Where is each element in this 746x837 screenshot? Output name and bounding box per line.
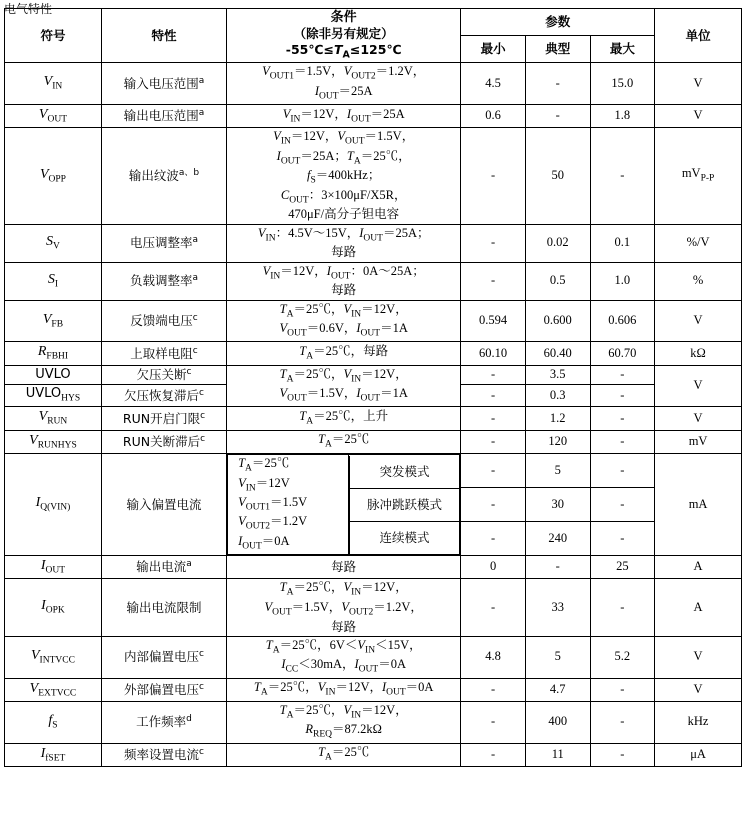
mode-label-continuous: 连续模式	[349, 522, 459, 554]
row-condition: $T_A=25℃$	[227, 430, 461, 453]
row-characteristic: 负载调整率$^a$	[101, 262, 226, 300]
row-max: -	[590, 579, 655, 636]
row-min: 60.10	[461, 342, 526, 365]
page-heading-clipped: 电气特性	[4, 2, 53, 16]
row-symbol: $V_{INTVCC}$	[5, 636, 102, 678]
table-row	[5, 407, 742, 430]
row-min: -	[461, 262, 526, 300]
row-condition: $T_A=25℃$，$V_{IN}=12V$， $R_{REQ}=87.2k\Omega$	[227, 701, 461, 743]
row-max: -	[590, 522, 655, 556]
row-min: 0	[461, 556, 526, 579]
row-condition: $T_A=25℃$，每路	[227, 342, 461, 365]
header-typ: 典型	[525, 36, 590, 63]
row-typ: 60.40	[525, 342, 590, 365]
header-min: 最小	[461, 36, 526, 63]
row-min: -	[461, 488, 526, 522]
row-symbol: $S_I$	[5, 262, 102, 300]
mode-label-burst: 突发模式	[349, 456, 459, 489]
row-typ: 0.600	[525, 300, 590, 342]
row-min: 4.8	[461, 636, 526, 678]
row-max: -	[590, 128, 655, 224]
row-condition: $T_A=25℃$，$V_{IN}=12V$， $V_{OUT}=1.5V$，$V_{OUT2}=1.2V$， 每路	[227, 579, 461, 636]
row-unit: μA	[655, 743, 742, 766]
row-min: -	[461, 407, 526, 430]
row-unit: V	[655, 105, 742, 128]
row-unit: V	[655, 365, 742, 407]
row-typ: 1.2	[525, 407, 590, 430]
row-unit: V	[655, 678, 742, 701]
row-min: 4.5	[461, 63, 526, 105]
row-condition: $V_{IN}=12V$，$I_{OUT}=25A$	[227, 105, 461, 128]
row-characteristic: 欠压恢复滞后$^c$	[101, 384, 226, 406]
row-characteristic: RUN关断滞后$^c$	[101, 430, 226, 453]
row-min: -	[461, 522, 526, 556]
row-condition: $T_A=25℃$，上升	[227, 407, 461, 430]
row-characteristic: 输入电压范围$^a$	[101, 63, 226, 105]
row-max: 1.0	[590, 262, 655, 300]
row-characteristic: 输入偏置电流	[101, 454, 226, 556]
header-characteristic: 特性	[101, 9, 226, 63]
electrical-characteristics-table	[4, 8, 742, 767]
row-symbol: $UVLO_{HYS}$	[5, 384, 102, 406]
row-characteristic: 输出电流$^a$	[101, 556, 226, 579]
row-typ: 3.5	[525, 365, 590, 384]
table-row	[5, 63, 742, 105]
table-row	[5, 365, 742, 384]
row-characteristic: RUN开启门限$^c$	[101, 407, 226, 430]
header-max: 最大	[590, 36, 655, 63]
row-typ: 400	[525, 701, 590, 743]
row-symbol: $V_{RUNHYS}$	[5, 430, 102, 453]
row-typ: 5	[525, 454, 590, 488]
row-min: -	[461, 743, 526, 766]
header-condition-note1: （除非另有规定）	[293, 26, 394, 42]
row-min: -	[461, 128, 526, 224]
row-condition: $V_{IN}=12V$，$V_{OUT}=1.5V$， $I_{OUT}=25A$；$T_A=25℃$， $f_S=400kHz$； $C_{OUT}$：3×100μF/X5R， 470μF/高分子钽电容	[227, 128, 461, 224]
row-symbol: $I_{OPK}$	[5, 579, 102, 636]
row-characteristic: 上取样电阻$^c$	[101, 342, 226, 365]
row-unit: kHz	[655, 701, 742, 743]
row-typ: 30	[525, 488, 590, 522]
header-condition-note2: $-55℃\le T_A\le 125℃$	[285, 41, 402, 61]
row-unit: V	[655, 63, 742, 105]
row-typ: 5	[525, 636, 590, 678]
row-typ: 11	[525, 743, 590, 766]
row-unit: mV	[655, 430, 742, 453]
row-unit: %	[655, 262, 742, 300]
row-min: -	[461, 365, 526, 384]
header-symbol: 符号	[5, 9, 102, 63]
row-max: 15.0	[590, 63, 655, 105]
row-characteristic: 输出电流限制	[101, 579, 226, 636]
row-unit: V	[655, 407, 742, 430]
table-row	[5, 454, 742, 488]
row-max: -	[590, 365, 655, 384]
row-min: -	[461, 454, 526, 488]
table-row	[5, 300, 742, 342]
row-condition: $V_{IN}$：4.5V～15V，$I_{OUT}=25A$； 每路	[227, 224, 461, 262]
table-row	[5, 262, 742, 300]
row-unit: A	[655, 556, 742, 579]
row-symbol: $I_{Q(VIN)}$	[5, 454, 102, 556]
table-row	[5, 105, 742, 128]
table-row	[5, 128, 742, 224]
row-symbol: $V_{OUT}$	[5, 105, 102, 128]
row-max: -	[590, 454, 655, 488]
table-row	[5, 579, 742, 636]
row-min: -	[461, 701, 526, 743]
row-max: 5.2	[590, 636, 655, 678]
row-symbol: $I_{fSET}$	[5, 743, 102, 766]
row-typ: -	[525, 556, 590, 579]
row-unit: %/V	[655, 224, 742, 262]
row-symbol: $f_S$	[5, 701, 102, 743]
row-max: -	[590, 384, 655, 406]
header-condition-title: 条件	[330, 10, 357, 25]
row-max: -	[590, 407, 655, 430]
row-condition: 每路	[227, 556, 461, 579]
row-max: 60.70	[590, 342, 655, 365]
row-characteristic: 频率设置电流$^c$	[101, 743, 226, 766]
row-characteristic: 欠压关断$^c$	[101, 365, 226, 384]
row-characteristic: 电压调整率$^a$	[101, 224, 226, 262]
row-max: -	[590, 701, 655, 743]
row-min: -	[461, 384, 526, 406]
row-max: -	[590, 488, 655, 522]
table-row	[5, 430, 742, 453]
row-min: 0.6	[461, 105, 526, 128]
row-characteristic: 外部偏置电压$^c$	[101, 678, 226, 701]
row-unit: V	[655, 300, 742, 342]
table-row	[5, 678, 742, 701]
row-symbol: $V_{OPP}$	[5, 128, 102, 224]
table-row	[5, 743, 742, 766]
table-row	[5, 701, 742, 743]
row-max: -	[590, 743, 655, 766]
row-symbol: $V_{EXTVCC}$	[5, 678, 102, 701]
table-row	[5, 224, 742, 262]
row-max: 0.606	[590, 300, 655, 342]
row-min: -	[461, 430, 526, 453]
row-typ: 33	[525, 579, 590, 636]
row-condition: $T_A=25℃$，$V_{IN}=12V$， $V_{OUT}=1.5V$，$I_{OUT}=1A$	[227, 365, 461, 407]
row-min: -	[461, 224, 526, 262]
row-typ: 50	[525, 128, 590, 224]
row-symbol: UVLO	[5, 365, 102, 384]
row-symbol: $I_{OUT}$	[5, 556, 102, 579]
row-characteristic: 工作频率$^d$	[101, 701, 226, 743]
row-symbol: $V_{RUN}$	[5, 407, 102, 430]
row-characteristic: 内部偏置电压$^c$	[101, 636, 226, 678]
row-symbol: $V_{FB}$	[5, 300, 102, 342]
row-characteristic: 输出电压范围$^a$	[101, 105, 226, 128]
row-condition: $T_A=25℃$，$V_{IN}=12V$， $V_{OUT}=0.6V$，$I_{OUT}=1A$	[227, 300, 461, 342]
row-characteristic: 输出纹波$^{a、b}$	[101, 128, 226, 224]
row-min: 0.594	[461, 300, 526, 342]
table-row	[5, 342, 742, 365]
row-typ: 120	[525, 430, 590, 453]
row-symbol: $R_{FBHI}$	[5, 342, 102, 365]
row-typ: 0.02	[525, 224, 590, 262]
row-max: -	[590, 678, 655, 701]
row-typ: 240	[525, 522, 590, 556]
header-condition	[227, 9, 461, 63]
table-header-row-1	[5, 9, 742, 36]
row-max: -	[590, 430, 655, 453]
row-unit: $mV_{P-P}$	[655, 128, 742, 224]
row-symbol: $S_V$	[5, 224, 102, 262]
header-parameter: 参数	[461, 9, 655, 36]
row-typ: 0.5	[525, 262, 590, 300]
table-row	[5, 556, 742, 579]
row-condition: $V_{OUT1}=1.5V$，$V_{OUT2}=1.2V$， $I_{OUT}=25A$	[227, 63, 461, 105]
row-typ: -	[525, 105, 590, 128]
row-max: 25	[590, 556, 655, 579]
row-condition: $T_A=25℃$	[227, 743, 461, 766]
row-typ: -	[525, 63, 590, 105]
mode-label-pulse-skip: 脉冲跳跃模式	[349, 489, 459, 522]
header-unit: 单位	[655, 9, 742, 63]
row-condition: $T_A=25℃$ $V_{IN}=12V$ $V_{OUT1}=1.5V$ $V_{OUT2}=1.2V$ $I_{OUT}=0A$ 突发模式 脉冲跳跃模式 连续模式	[227, 454, 461, 556]
row-symbol: $V_{IN}$	[5, 63, 102, 105]
row-characteristic: 反馈端电压$^c$	[101, 300, 226, 342]
row-unit: kΩ	[655, 342, 742, 365]
row-max: 0.1	[590, 224, 655, 262]
row-typ: 0.3	[525, 384, 590, 406]
row-typ: 4.7	[525, 678, 590, 701]
row-min: -	[461, 579, 526, 636]
row-condition: $T_A=25℃$，$V_{IN}=12V$，$I_{OUT}=0A$	[227, 678, 461, 701]
row-unit: mA	[655, 454, 742, 556]
table-row	[5, 636, 742, 678]
row-unit: A	[655, 579, 742, 636]
row-max: 1.8	[590, 105, 655, 128]
row-condition: $T_A=25℃$，$6V<V_{IN}<15V$， $I_{CC}<30mA$，$I_{OUT}=0A$	[227, 636, 461, 678]
row-unit: V	[655, 636, 742, 678]
row-condition: $V_{IN}=12V$，$I_{OUT}$：0A～25A； 每路	[227, 262, 461, 300]
row-min: -	[461, 678, 526, 701]
